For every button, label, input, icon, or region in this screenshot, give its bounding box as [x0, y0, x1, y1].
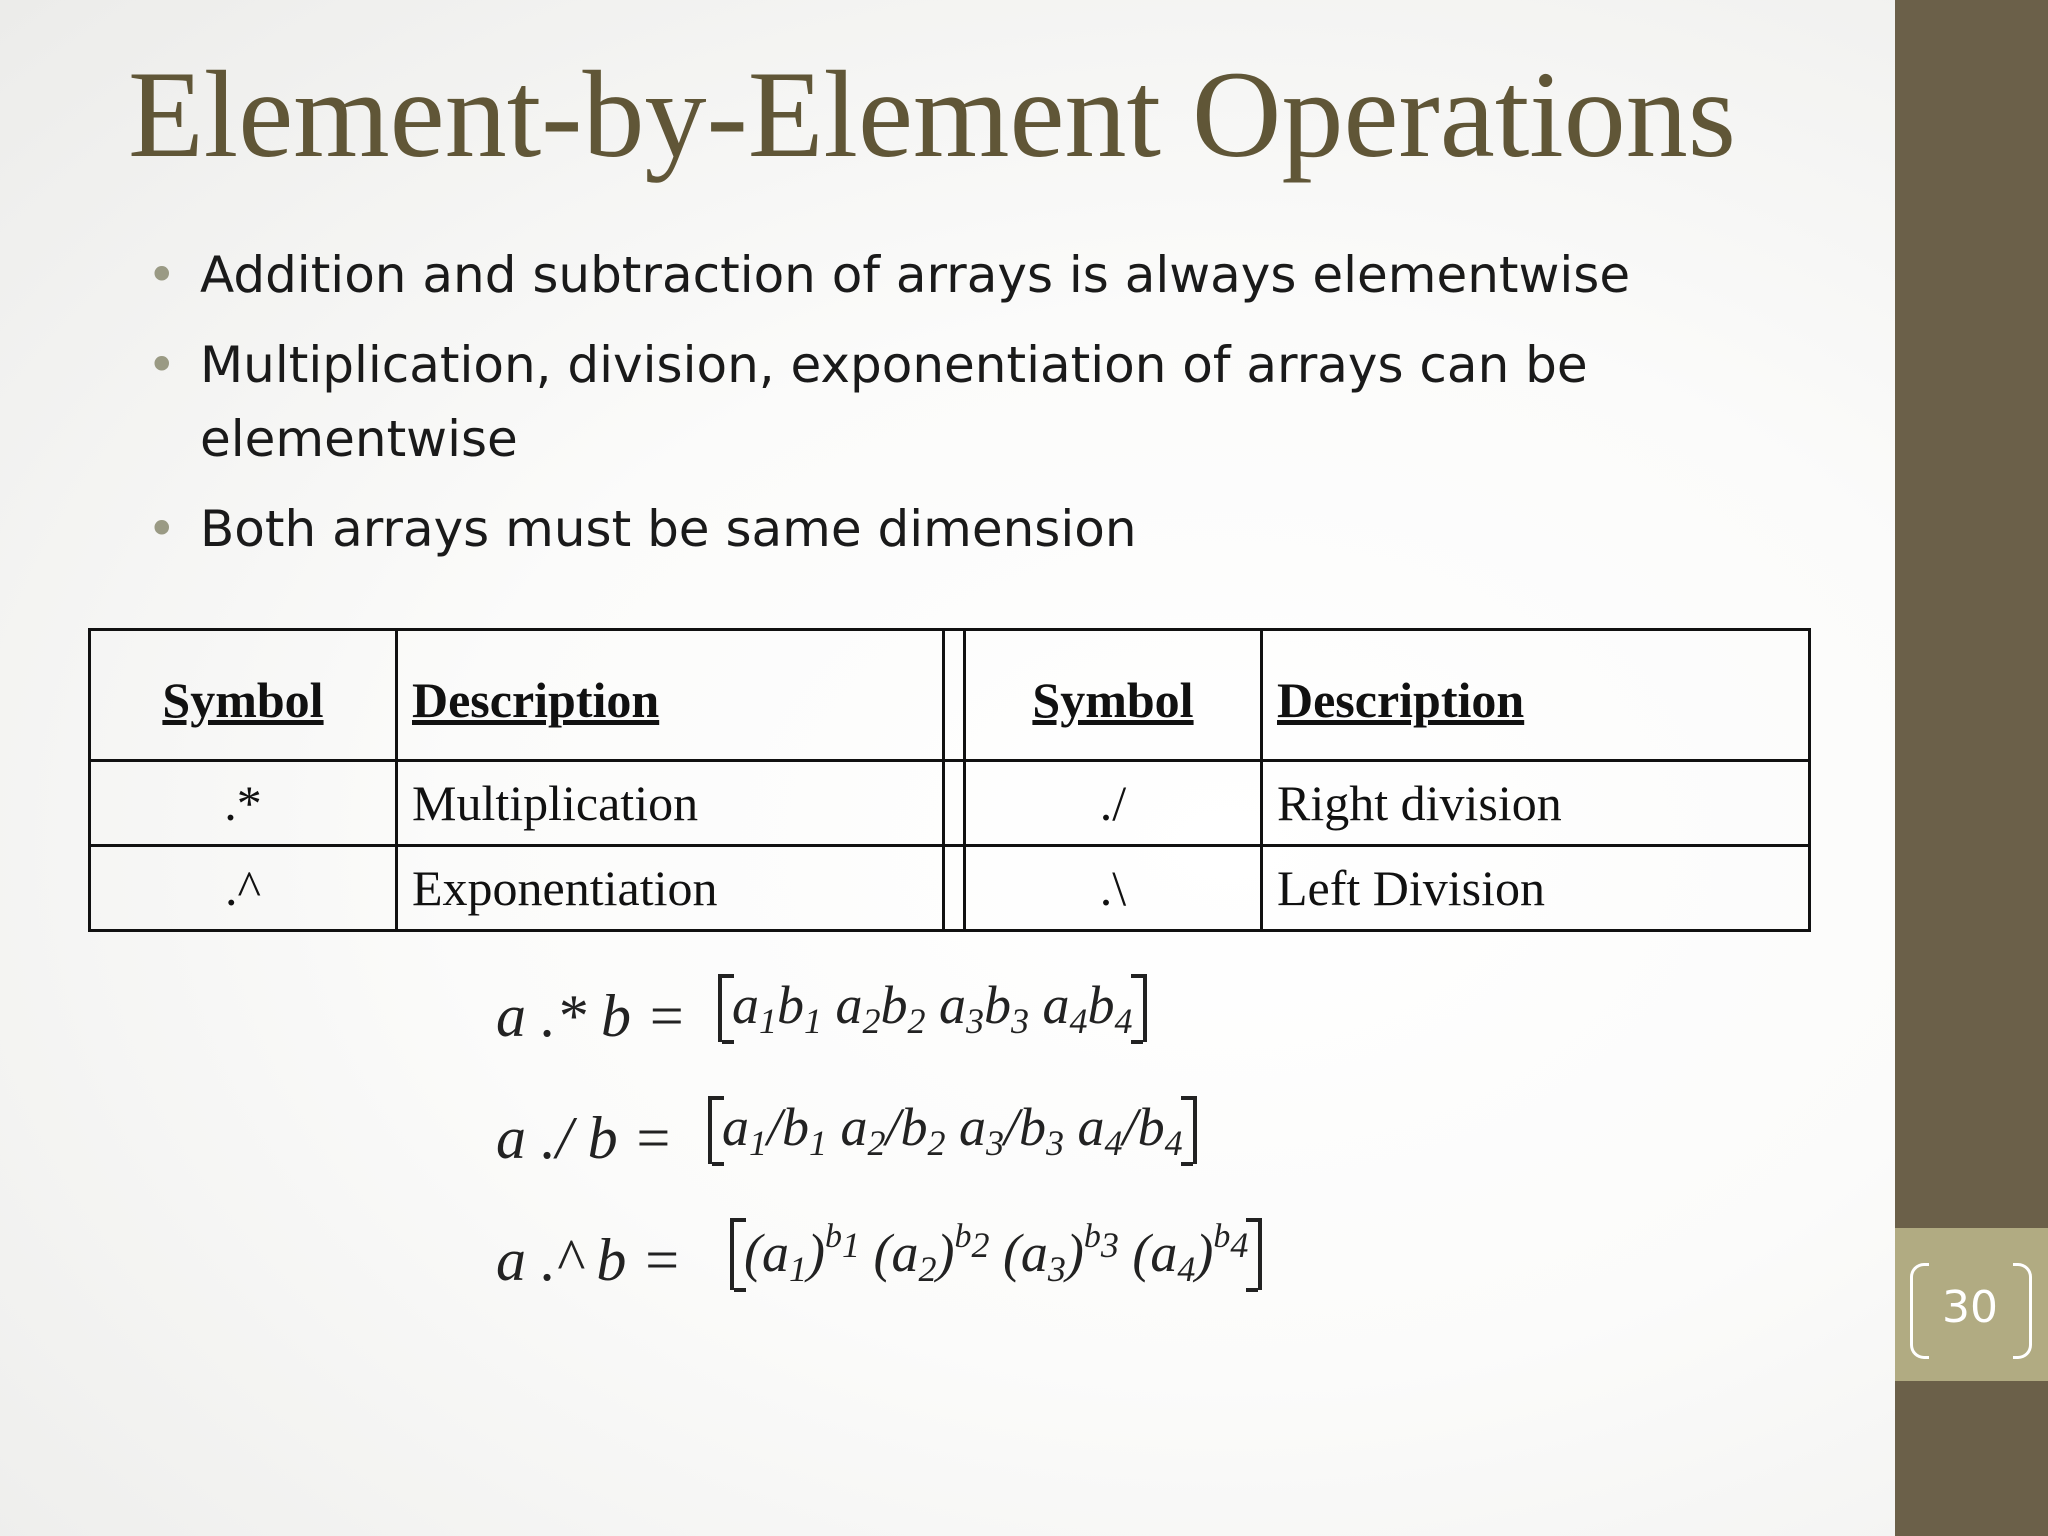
- description-cell: Left Division: [1262, 846, 1810, 931]
- symbol-cell: .^: [90, 846, 397, 931]
- operators-table: [88, 628, 1811, 932]
- symbol-cell: ./: [965, 761, 1262, 846]
- quotient-term: $a_3/b_3$: [959, 1097, 1065, 1163]
- bullet-text: Multiplication, division, exponentiation of arrays can be elementwise: [200, 336, 1588, 468]
- bullet-list: [145, 238, 1705, 582]
- description-cell: Right division: [1262, 761, 1810, 846]
- formula-rhs: [730, 1218, 1262, 1290]
- symbol-cell: .\: [965, 846, 1262, 931]
- quotient-term: $a_2/b_2$: [840, 1097, 946, 1163]
- table-divider: [944, 761, 965, 846]
- formula-rhs: [718, 974, 1147, 1042]
- header-description: Description: [1262, 630, 1810, 761]
- product-term: $a_1b_1$: [732, 975, 822, 1041]
- product-term: $a_4b_4$: [1042, 975, 1133, 1041]
- table-header-row: [90, 630, 1810, 761]
- product-term: $a_3b_3$: [939, 975, 1029, 1041]
- table-divider: [944, 846, 965, 931]
- bullet-dot: •: [147, 336, 177, 394]
- description-cell: Multiplication: [397, 761, 944, 846]
- table-divider: [944, 630, 965, 761]
- power-term: $(a_3)^{b_3}$: [1002, 1218, 1119, 1289]
- page-number: 30: [1942, 1282, 1998, 1333]
- slide-title: Element-by-Element Operations: [128, 46, 1737, 183]
- bullet-text: Both arrays must be same dimension: [200, 500, 1137, 558]
- formula-rhs: [708, 1096, 1197, 1164]
- header-description: Description: [397, 630, 944, 761]
- quotient-term: $a_4/b_4$: [1077, 1097, 1183, 1163]
- bullet-dot: •: [147, 500, 177, 558]
- bullet-item: [145, 238, 1705, 312]
- table-row: [90, 761, 1810, 846]
- bullet-item: [145, 328, 1705, 476]
- table-row: [90, 846, 1810, 931]
- power-term: $(a_2)^{b_2}$: [873, 1218, 990, 1289]
- page-bracket-right: [2013, 1263, 2032, 1359]
- formula-lhs: a .* b =: [496, 983, 687, 1049]
- power-term: $(a_4)^{b_4}$: [1132, 1218, 1249, 1289]
- product-term: $a_2b_2$: [835, 975, 926, 1041]
- formula-lhs: a ./ b =: [496, 1105, 674, 1171]
- bullet-dot: •: [147, 246, 177, 304]
- bullet-item: [145, 492, 1705, 566]
- symbol-cell: .*: [90, 761, 397, 846]
- power-term: $(a_1)^{b_1}$: [744, 1218, 860, 1289]
- quotient-term: $a_1/b_1$: [722, 1097, 828, 1163]
- header-symbol: Symbol: [90, 630, 397, 761]
- formula-lhs: a .^ b =: [496, 1227, 682, 1293]
- description-cell: Exponentiation: [397, 846, 944, 931]
- header-symbol: Symbol: [965, 630, 1262, 761]
- bullet-text: Addition and subtraction of arrays is always elementwise: [200, 246, 1631, 304]
